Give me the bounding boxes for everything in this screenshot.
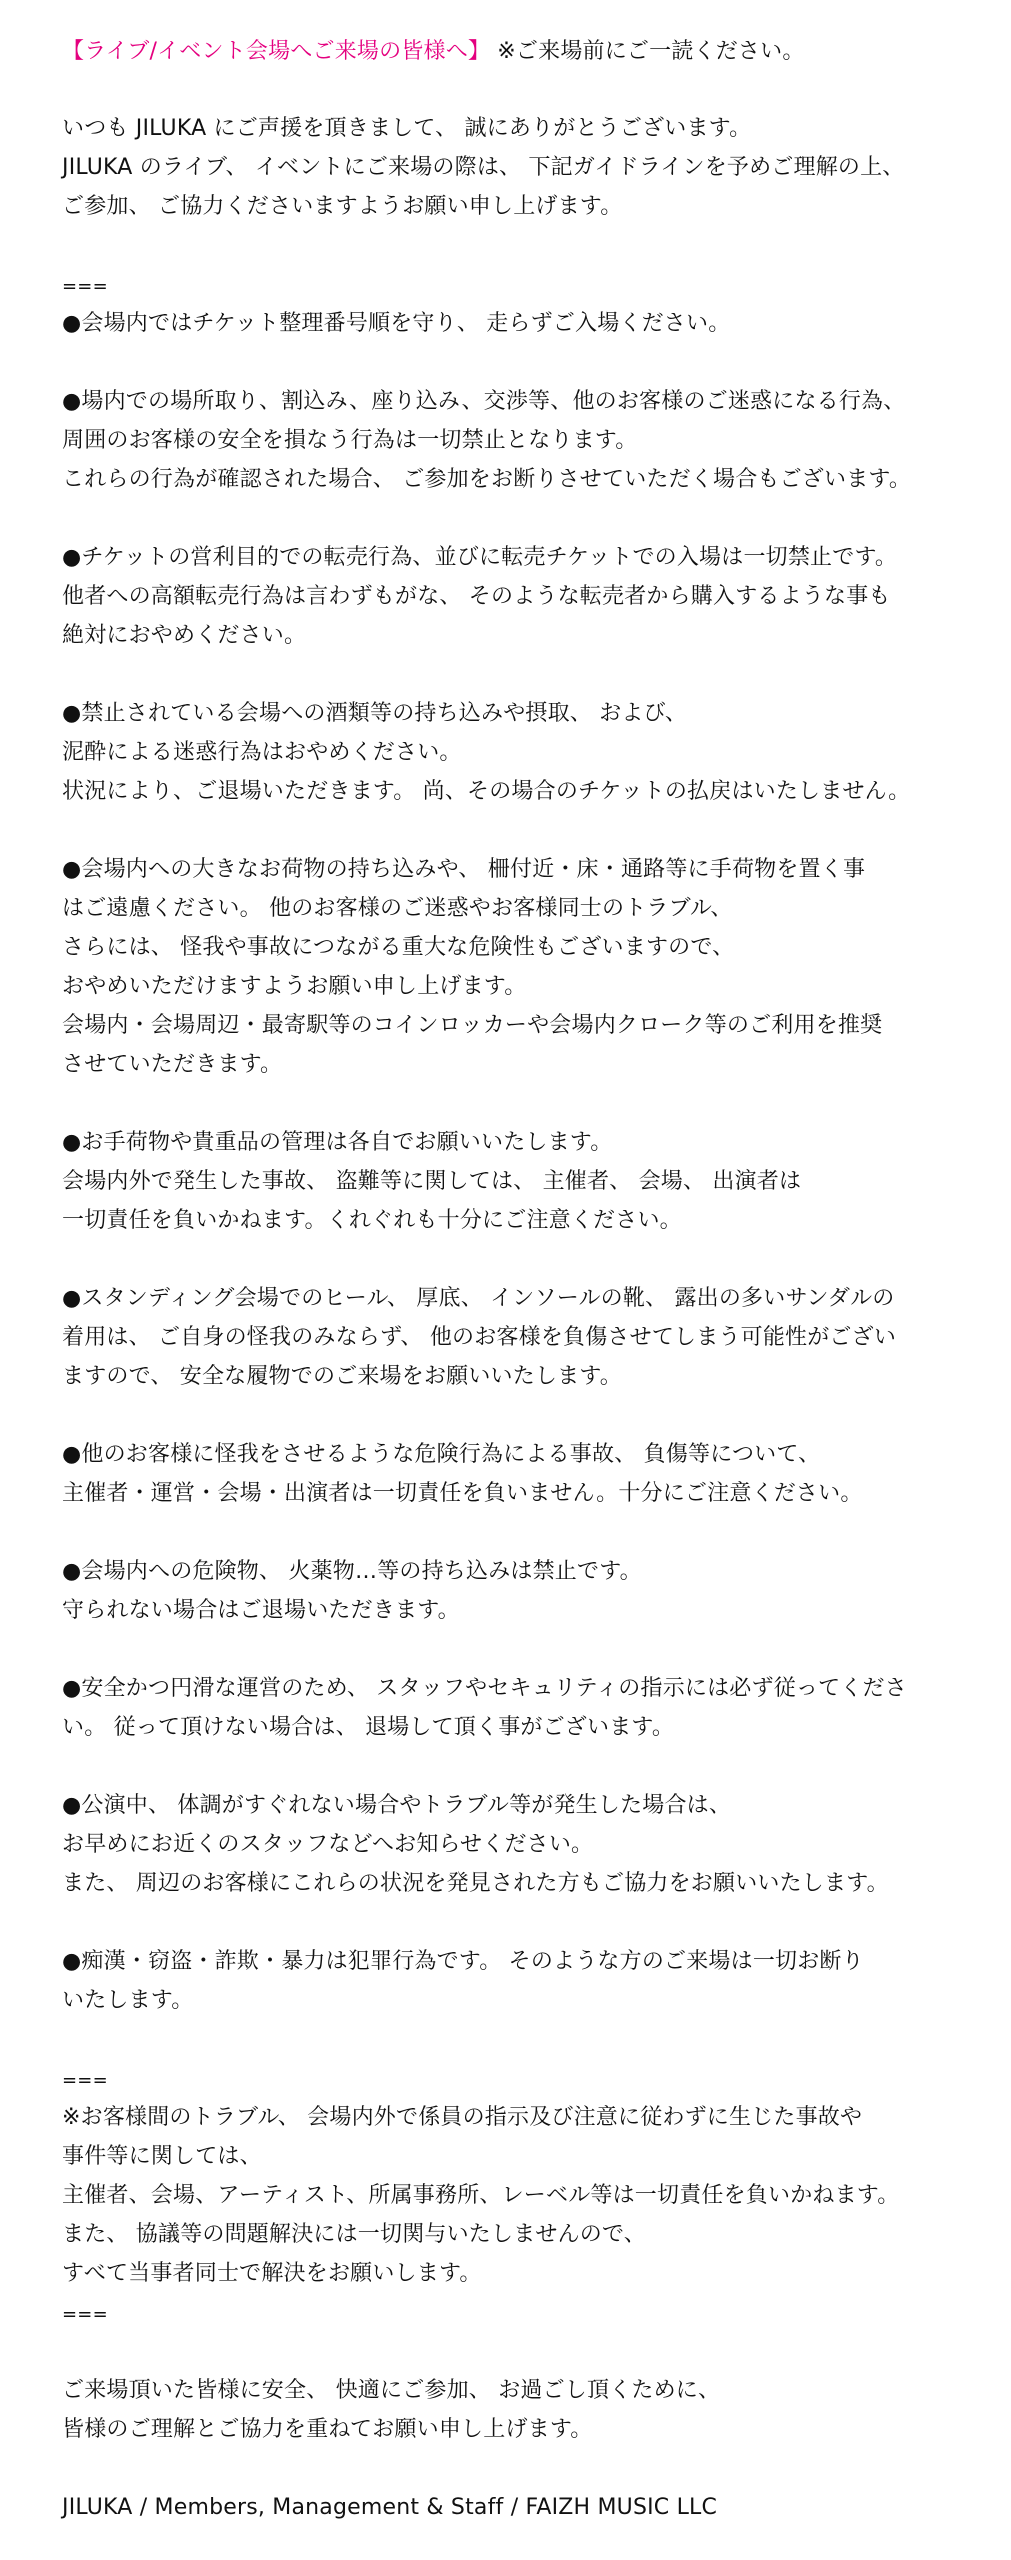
rule-5-line: さらには、 怪我や事故につながる重大な危険性もございますので、 — [62, 935, 735, 960]
rule-3-line: 他者への高額転売行為は言わずもがな、 そのような転売者から購入するような事も — [62, 584, 891, 609]
rule-5-line: させていただきます。 — [62, 1052, 283, 1077]
rule-1-line: ●会場内ではチケット整理番号順を守り、 走らずご入場ください。 — [62, 311, 731, 336]
rule-4-line: 状況により、ご退場いただきます。 尚、その場合のチケットの払戻はいたしません。 — [62, 779, 911, 804]
rule-12-line: ●痴漢・窃盗・詐欺・暴力は犯罪行為です。 そのような方のご来場は一切お断り — [62, 1949, 864, 1974]
rule-11-line: ●公演中、 体調がすぐれない場合やトラブル等が発生した場合は、 — [62, 1793, 732, 1818]
rule-11-line: お早めにお近くのスタッフなどへお知らせください。 — [62, 1832, 594, 1857]
rule-5-line: おやめいただけますようお願い申し上げます。 — [62, 974, 527, 999]
rule-2-line: これらの行為が確認された場合、 ご参加をお断りさせていただく場合もございます。 — [62, 467, 912, 492]
rule-5-line: はご遠慮ください。 他のお客様のご迷惑やお客様同士のトラブル、 — [62, 896, 733, 921]
disclaimer-line: 主催者、会場、アーティスト、所属事務所、レーベル等は一切責任を負いかねます。 — [62, 2183, 900, 2208]
signature: JILUKA / Members, Management & Staff / FAIZH MUSIC LLC — [62, 2495, 718, 2520]
closing-line: ご来場頂いた皆様に安全、 快適にご参加、 お過ごし頂くために、 — [62, 2378, 721, 2403]
notice-heading: 【ライブ/イベント会場へご来場の皆様へ】 — [62, 39, 491, 64]
intro-line: ご参加、 ご協力くださいますようお願い申し上げます。 — [62, 194, 623, 219]
rule-10-line: ●安全かつ円滑な運営のため、 スタッフやセキュリティの指示には必ず従ってくださ — [62, 1676, 907, 1701]
disclaimer-line: また、 協議等の問題解決には一切関与いたしませんので、 — [62, 2222, 646, 2247]
rule-7-line: ●スタンディング会場でのヒール、 厚底、 インソールの靴、 露出の多いサンダルの — [62, 1286, 895, 1311]
disclaimer-line: すべて当事者同士で解決をお願いします。 — [62, 2261, 482, 2286]
rule-7-line: 着用は、 ご自身の怪我のみならず、 他のお客様を負傷させてしまう可能性がござい — [62, 1325, 897, 1350]
rule-2-line: ●場内での場所取り、割込み、座り込み、交渉等、他のお客様のご迷惑になる行為、 — [62, 389, 906, 414]
rule-3-line: 絶対におやめください。 — [62, 623, 307, 648]
disclaimer-line: 事件等に関しては、 — [62, 2144, 262, 2169]
rule-4-line: ●禁止されている会場への酒類等の持ち込みや摂取、 および、 — [62, 701, 688, 726]
rule-10-line: い。 従って頂けない場合は、 退場して頂く事がございます。 — [62, 1715, 675, 1740]
rule-6-line: ●お手荷物や貴重品の管理は各自でお願いいたします。 — [62, 1130, 613, 1155]
rule-5-line: 会場内・会場周辺・最寄駅等のコインロッカーや会場内クローク等のご利用を推奨 — [62, 1013, 883, 1038]
separator: === — [62, 276, 108, 297]
rule-12-line: いたします。 — [62, 1988, 194, 2013]
closing-line: 皆様のご理解とご協力を重ねてお願い申し上げます。 — [62, 2417, 593, 2442]
rule-6-line: 会場内外で発生した事故、 盗難等に関しては、 主催者、 会場、 出演者は — [62, 1169, 802, 1194]
rule-9-line: ●会場内への危険物、 火薬物…等の持ち込みは禁止です。 — [62, 1559, 642, 1584]
disclaimer-line: ※お客様間のトラブル、 会場内外で係員の指示及び注意に従わずに生じた事故や — [62, 2105, 863, 2130]
intro-line: いつも JILUKA にご声援を頂きまして、 誠にありがとうございます。 — [62, 116, 752, 141]
rule-8-line: ●他のお客様に怪我をさせるような危険行為による事故、 負傷等について、 — [62, 1442, 821, 1467]
rule-3-line: ●チケットの営利目的での転売行為、並びに転売チケットでの入場は一切禁止です。 — [62, 545, 898, 570]
rule-4-line: 泥酔による迷惑行為はおやめください。 — [62, 740, 462, 765]
rule-7-line: ますので、 安全な履物でのご来場をお願いいたします。 — [62, 1364, 622, 1389]
notice-heading-line — [62, 37, 805, 67]
separator: === — [62, 2070, 108, 2091]
rule-6-line: 一切責任を負いかねます。くれぐれも十分にご注意ください。 — [62, 1208, 682, 1233]
separator: === — [62, 2304, 108, 2325]
intro-line: JILUKA のライブ、 イベントにご来場の際は、 下記ガイドラインを予めご理解の上、 — [62, 155, 905, 180]
rule-11-line: また、 周辺のお客様にこれらの状況を発見された方もご協力をお願いいたします。 — [62, 1871, 889, 1896]
notice-heading-note: ※ご来場前にご一読ください。 — [497, 39, 805, 64]
rule-5-line: ●会場内への大きなお荷物の持ち込みや、 柵付近・床・通路等に手荷物を置く事 — [62, 857, 866, 882]
rule-8-line: 主催者・運営・会場・出演者は一切責任を負いません。十分にご注意ください。 — [62, 1481, 863, 1506]
rule-9-line: 守られない場合はご退場いただきます。 — [62, 1598, 460, 1623]
rule-2-line: 周囲のお客様の安全を損なう行為は一切禁止となります。 — [62, 428, 638, 453]
